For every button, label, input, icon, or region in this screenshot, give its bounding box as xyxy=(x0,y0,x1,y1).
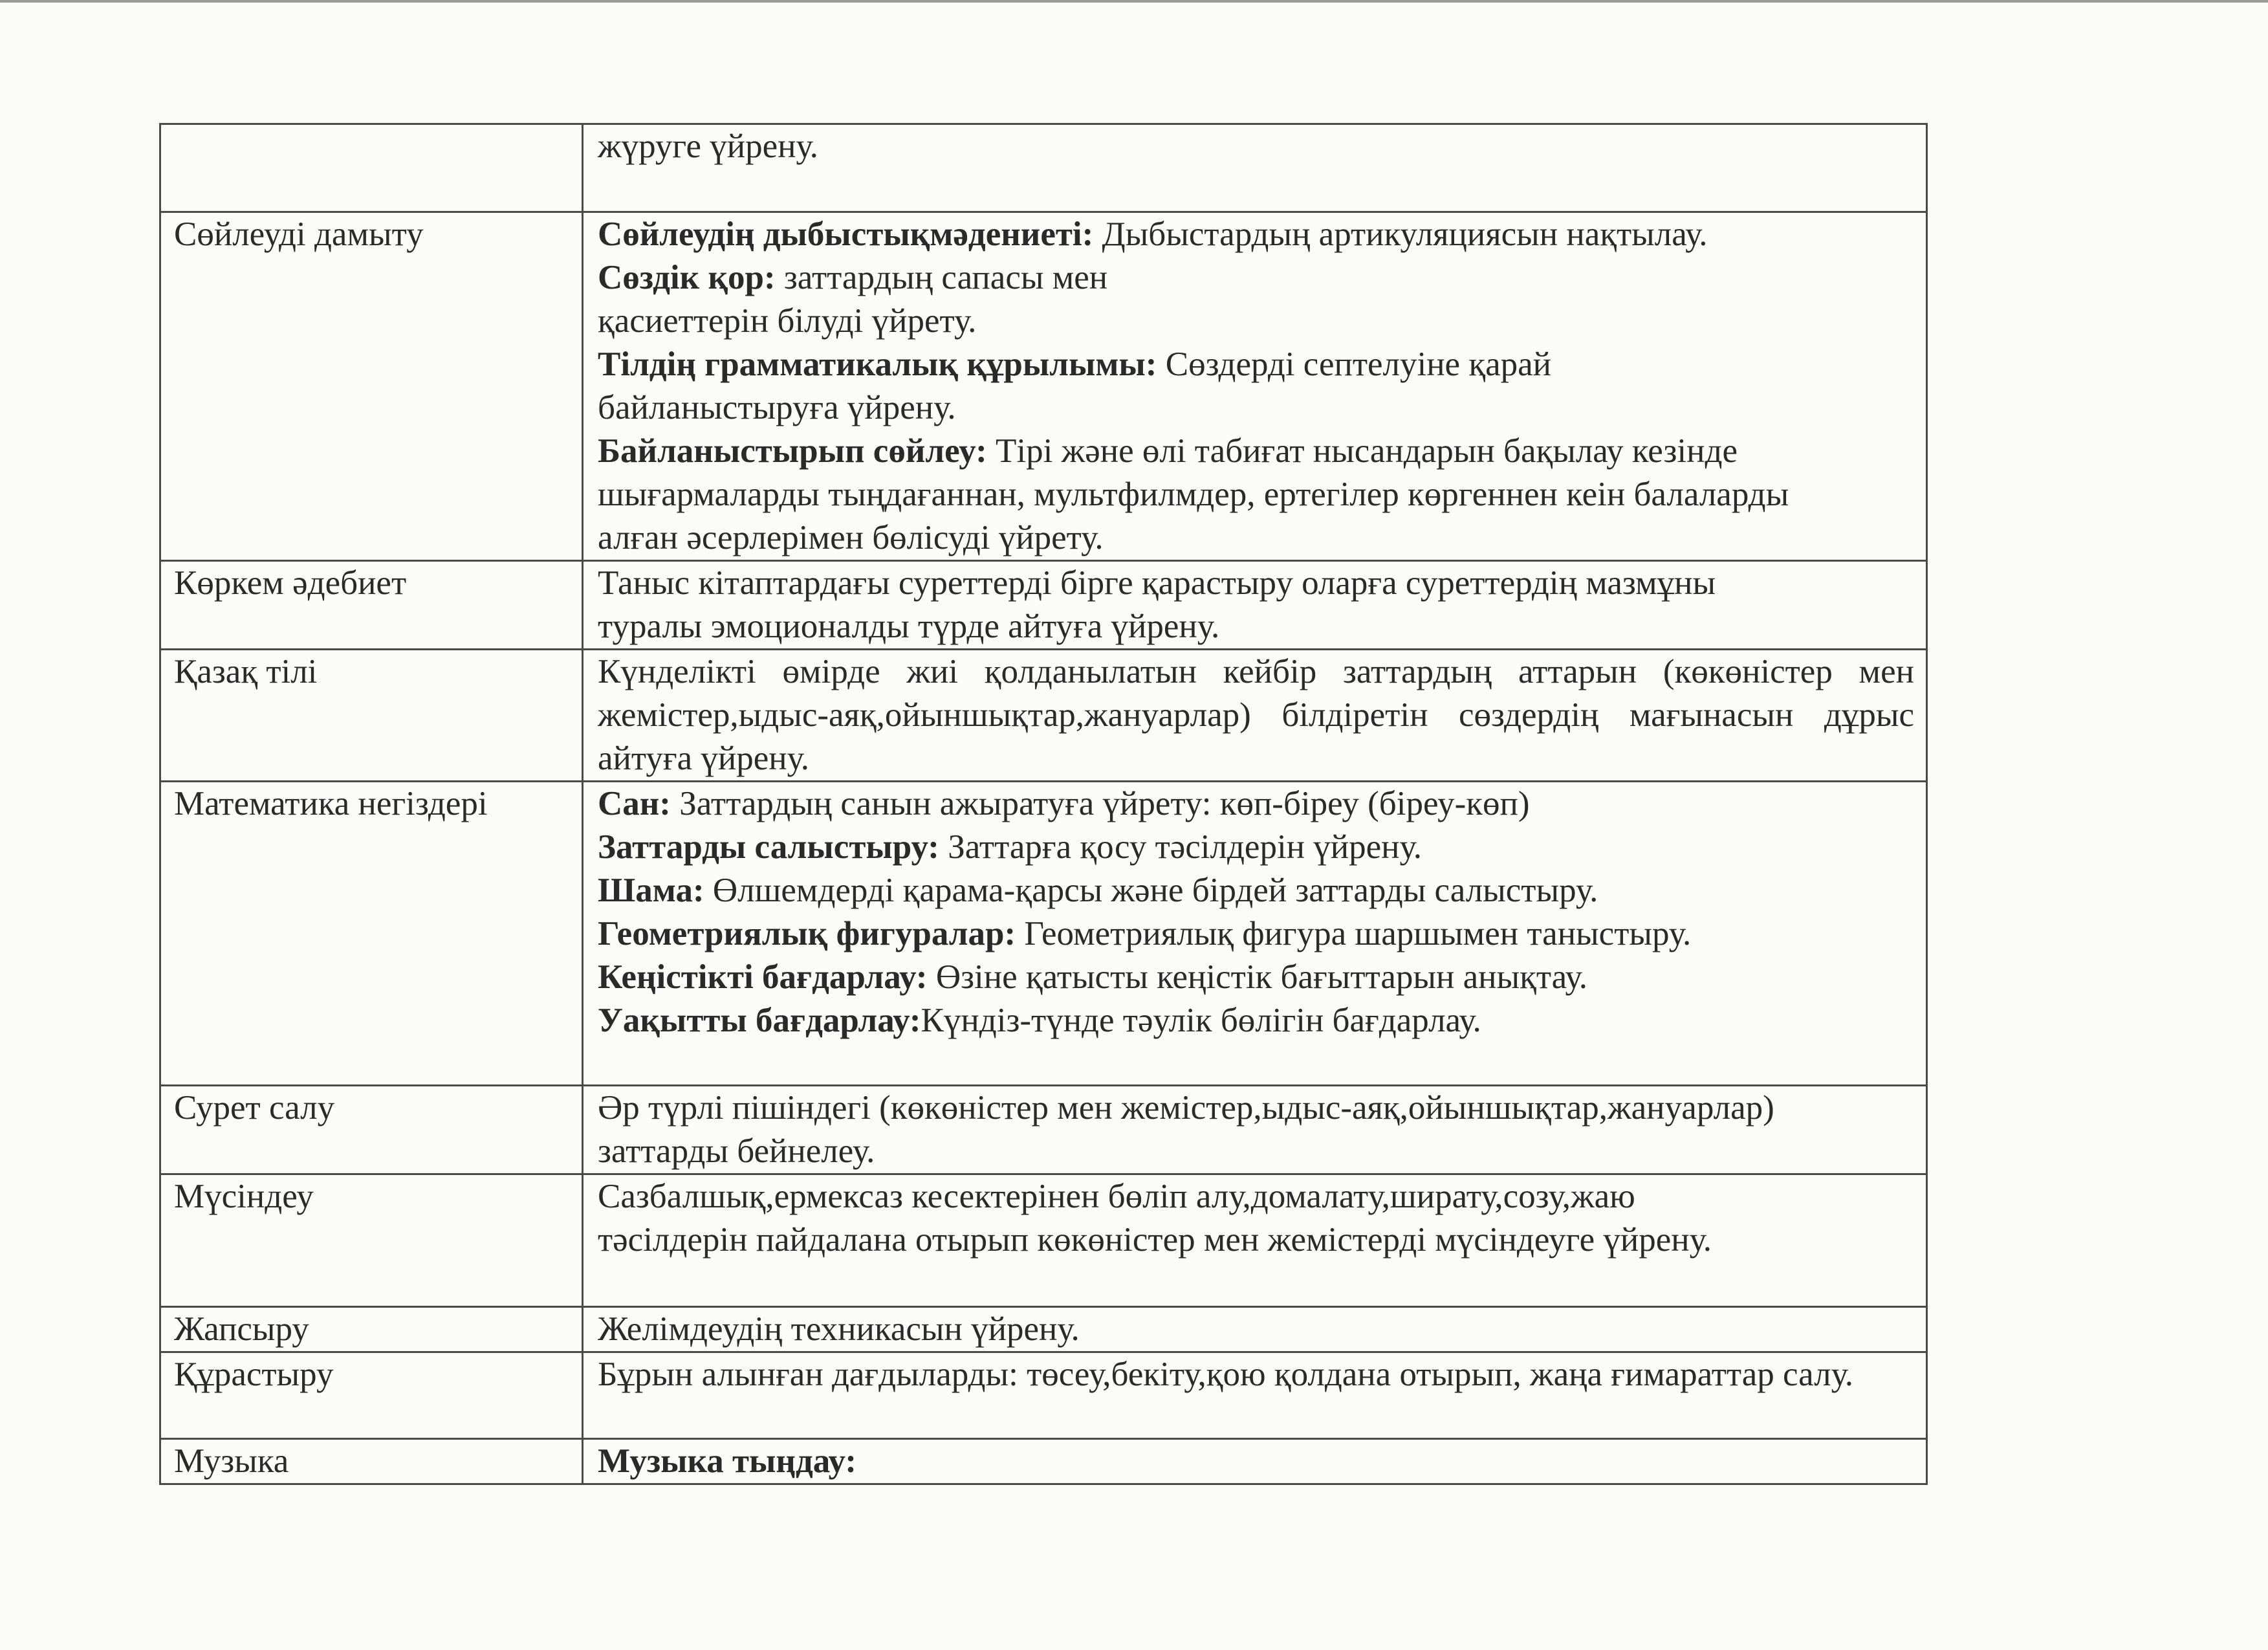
content-line: Таныс кітаптардағы суреттерді бірге қарастыру оларға суреттердің мазмұны xyxy=(598,564,1716,602)
content-line: Сөйлеудің дыбыстықмәдениеті: Дыбыстардың артикуляциясын нақтылау. xyxy=(598,215,1708,253)
content-line: алған әсерлерімен бөлісуді үйрету. xyxy=(598,519,1104,556)
content-line: жүруге үйрену. xyxy=(598,127,818,165)
table-row xyxy=(160,212,1927,561)
subject-cell: Қазақ тілі xyxy=(160,650,583,782)
content-line: қасиеттерін білуді үйрету. xyxy=(598,302,977,340)
content-line: Тілдің грамматикалық құрылымы: Сөздерді септелуіне қарай xyxy=(598,346,1551,383)
content-line: Геометриялық фигуралар: Геометриялық фигура шаршымен таныстыру. xyxy=(598,915,1692,952)
content-line: Сазбалшық,ермексаз кесектерінен бөліп алу,домалату,ширату,созу,жаю xyxy=(598,1178,1635,1215)
curriculum-table xyxy=(159,123,1928,1485)
content-line: Музыка тыңдау: xyxy=(598,1442,857,1480)
content-line: тәсілдерін пайдалана отырып көкөністер мен жемістерді мүсіндеуге үйрену. xyxy=(598,1221,1712,1259)
table-row xyxy=(160,1307,1927,1352)
table-row xyxy=(160,124,1927,212)
subject-cell: Сөйлеуді дамыту xyxy=(160,212,583,561)
content-cell xyxy=(583,1086,1927,1174)
content-line: заттарды бейнелеу. xyxy=(598,1132,875,1170)
table-row xyxy=(160,1439,1927,1484)
subject-cell: Мүсіндеу xyxy=(160,1174,583,1307)
content-line: Әр түрлі пішіндегі (көкөністер мен жемістер,ыдыс-аяқ,ойыншықтар,жануарлар) xyxy=(598,1089,1774,1127)
content-line: Шама: Өлшемдерді қарама-қарсы және бірдей заттарды салыстыру. xyxy=(598,872,1598,909)
subject-cell: Математика негіздері xyxy=(160,782,583,1086)
content-cell xyxy=(583,212,1927,561)
content-cell: Бұрын алынған дағдыларды: төсеу,бекіту,қою қолдана отырып, жаңа ғимараттар салу. xyxy=(583,1352,1927,1439)
content-line: шығармаларды тыңдағаннан, мультфилмдер, ертегілер көргеннен кеін балаларды xyxy=(598,476,1789,513)
subject-cell: Көркем әдебиет xyxy=(160,561,583,650)
content-line: Желімдеудің техникасын үйрену. xyxy=(598,1310,1080,1348)
table-row xyxy=(160,650,1927,782)
table-row xyxy=(160,1086,1927,1174)
content-cell xyxy=(583,782,1927,1086)
content-line: Заттарды салыстыру: Заттарға қосу тәсілдерін үйрену. xyxy=(598,828,1422,866)
subject-cell: Жапсыру xyxy=(160,1307,583,1352)
content-cell: Күнделікті өмірде жиі қолданылатын кейбір заттардың аттарын (көкөністер мен жемістер,ыдыс-аяқ,ойыншықтар,жануарлар) білдіретін сөздердің мағынасын дұрыс айтуға үйрену. xyxy=(583,650,1927,782)
content-line: Уақытты бағдарлау:Күндіз-түнде тәулік бөлігін бағдарлау. xyxy=(598,1002,1481,1039)
subject-cell: Құрастыру xyxy=(160,1352,583,1439)
content-cell xyxy=(583,124,1927,212)
table-row xyxy=(160,561,1927,650)
subject-cell: Музыка xyxy=(160,1439,583,1484)
table-row xyxy=(160,1352,1927,1439)
content-line: Сан: Заттардың санын ажыратуға үйрету: көп-біреу (біреу-көп) xyxy=(598,785,1530,822)
content-line: Сөздік қор: заттардың сапасы мен xyxy=(598,259,1108,296)
content-line: байланыстыруға үйрену. xyxy=(598,389,956,426)
subject-cell xyxy=(160,124,583,212)
content-line: Байланыстырып сөйлеу: Тірі және өлі табиғат нысандарын бақылау кезінде xyxy=(598,432,1738,470)
scan-top-edge xyxy=(0,0,2268,3)
table-row xyxy=(160,1174,1927,1307)
table-row xyxy=(160,782,1927,1086)
content-cell xyxy=(583,1307,1927,1352)
content-line: туралы эмоционалды түрде айтуға үйрену. xyxy=(598,608,1220,645)
content-cell xyxy=(583,1439,1927,1484)
content-cell xyxy=(583,561,1927,650)
content-line: Кеңістікті бағдарлау: Өзіне қатысты кеңістік бағыттарын анықтау. xyxy=(598,958,1587,996)
content-cell xyxy=(583,1174,1927,1307)
subject-cell: Сурет салу xyxy=(160,1086,583,1174)
